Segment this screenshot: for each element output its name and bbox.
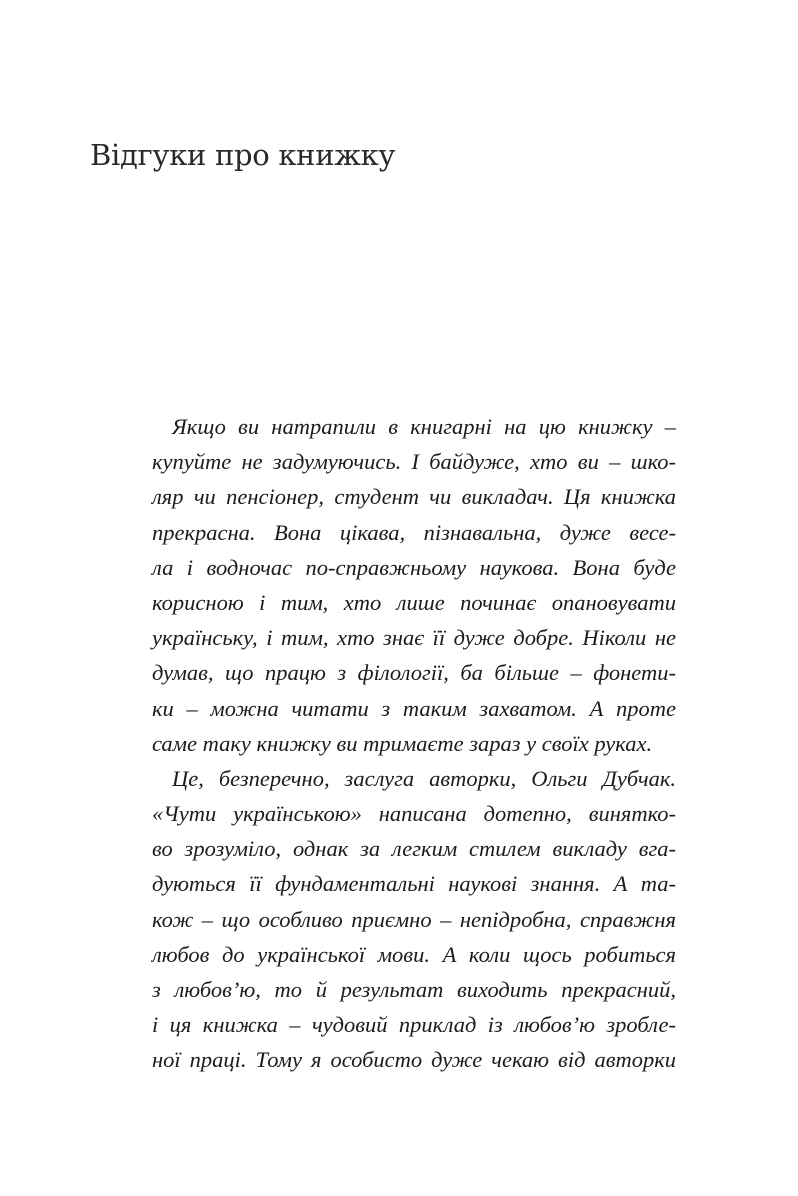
review-line: прекрасна. Вона цікава, пізнавальна, дуже весе- [152,519,676,545]
page-title: Відгуки про книжку [90,138,396,172]
review-line: во зрозуміло, однак за легким стилем викладу вга- [152,836,676,862]
review-line: Це, безперечно, заслуга авторки, Ольги Дубчак. [172,765,676,791]
review-line: корисною і тим, хто лише починає опановувати [152,589,676,615]
review-line: ки – можна читати з таким захватом. А проте [152,695,676,721]
review-line: Якщо ви натрапили в книгарні на цю книжку – [172,414,676,439]
review-line: ляр чи пенсіонер, студент чи викладач. Ця книжка [152,484,676,510]
review-line: любов до української мови. А коли щось робиться [152,941,676,967]
review-line: кож – що особливо приємно – непідробна, справжня [152,906,676,932]
review-line: українську, і тим, хто знає її дуже добре. Ніколи не [152,625,676,651]
review-text-block [152,409,676,1078]
review-line: «Чути українською» написана дотепно, винятко- [152,801,676,827]
review-line: і ця книжка – чудовий приклад із любов’ю зробле- [152,1012,676,1038]
review-line: дуються її фундаментальні наукові знання. А та- [152,871,676,897]
review-line: з любов’ю, то й результат виходить прекрасний, [152,977,676,1002]
review-line: купуйте не задумуючись. І байдуже, хто ви – шко- [152,449,676,475]
review-line: ної праці. Тому я особисто дуже чекаю від авторки [152,1047,676,1073]
review-line-paragraph-end: саме таку книжку ви тримаєте зараз у своїх руках. [152,730,653,756]
review-line: думав, що працю з філології, ба більше – фонети- [152,660,676,686]
review-line: ла і водночас по-справжньому наукова. Вона буде [152,554,676,580]
